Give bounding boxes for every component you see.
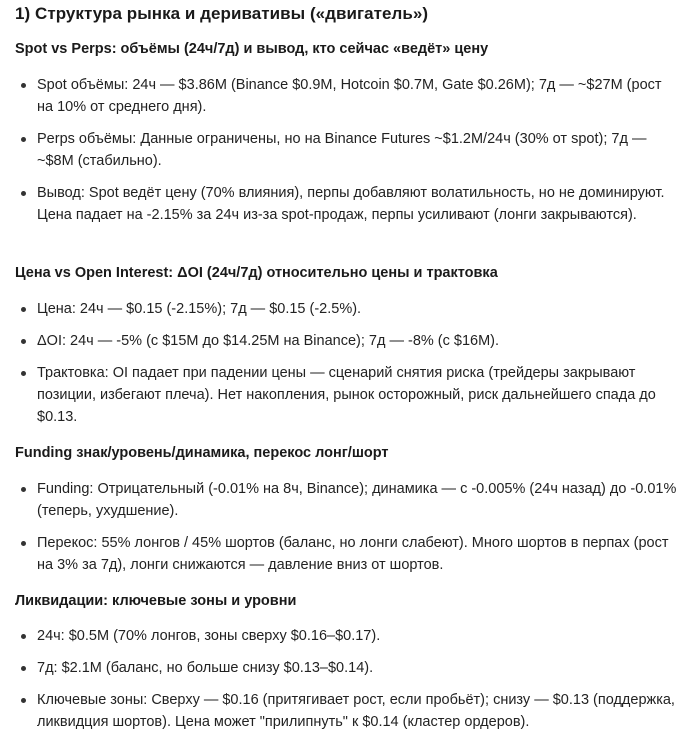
list-item: Ключевые зоны: Сверху — $0.16 (притягивает рост, если пробьёт); снизу — $0.13 (поддержка, ликвидция шортов). Цена может "прилипнуть" к $0.14 (кластер ордеров). [37,689,677,733]
section-heading-spot-vs-perps: Spot vs Perps: объёмы (24ч/7д) и вывод, кто сейчас «ведёт» цену [15,41,489,57]
page-title: 1) Структура рынка и деривативы («двигатель») [15,4,429,23]
list-item: 24ч: $0.5M (70% лонгов, зоны сверху $0.16–$0.17). [37,625,677,647]
list-item: ΔOI: 24ч — -5% (с $15M до $14.25M на Binance); 7д — -8% (с $16M). [37,330,677,352]
list-item: Трактовка: OI падает при падении цены — сценарий снятия риска (трейдеры закрывают позиции, избегают плеча). Нет накопления, рынок осторожный, риск дальнейшего спада до $0.13. [37,362,677,428]
list-item: Perps объёмы: Данные ограничены, но на Binance Futures ~$1.2M/24ч (30% от spot); 7д — ~$8M (стабильно). [37,128,677,172]
list-item: Spot объёмы: 24ч — $3.86M (Binance $0.9M, Hotcoin $0.7M, Gate $0.26M); 7д — ~$27M (рост на 10% от среднего дня). [37,74,677,118]
list-item: 7д: $2.1M (баланс, но больше снизу $0.13–$0.14). [37,657,677,679]
section-heading-price-vs-oi: Цена vs Open Interest: ΔOI (24ч/7д) относительно цены и трактовка [15,265,498,281]
list-item: Перекос: 55% лонгов / 45% шортов (баланс, но лонги слабеют). Много шортов в перпах (рост на 3% за 7д), лонги снижаются — давление вниз от шортов. [37,532,677,576]
section-heading-liquidations: Ликвидации: ключевые зоны и уровни [15,593,297,609]
list-item: Цена: 24ч — $0.15 (-2.15%); 7д — $0.15 (-2.5%). [37,298,677,320]
list-item: Funding: Отрицательный (-0.01% на 8ч, Binance); динамика — с -0.005% (24ч назад) до -0.01% (теперь, ухудшение). [37,478,677,522]
list-item: Вывод: Spot ведёт цену (70% влияния), перпы добавляют волатильность, но не доминируют. Цена падает на -2.15% за 24ч из-за spot-продаж, перпы усиливают (лонги закрываются). [37,182,677,226]
section-heading-funding: Funding знак/уровень/динамика, перекос лонг/шорт [15,445,389,461]
